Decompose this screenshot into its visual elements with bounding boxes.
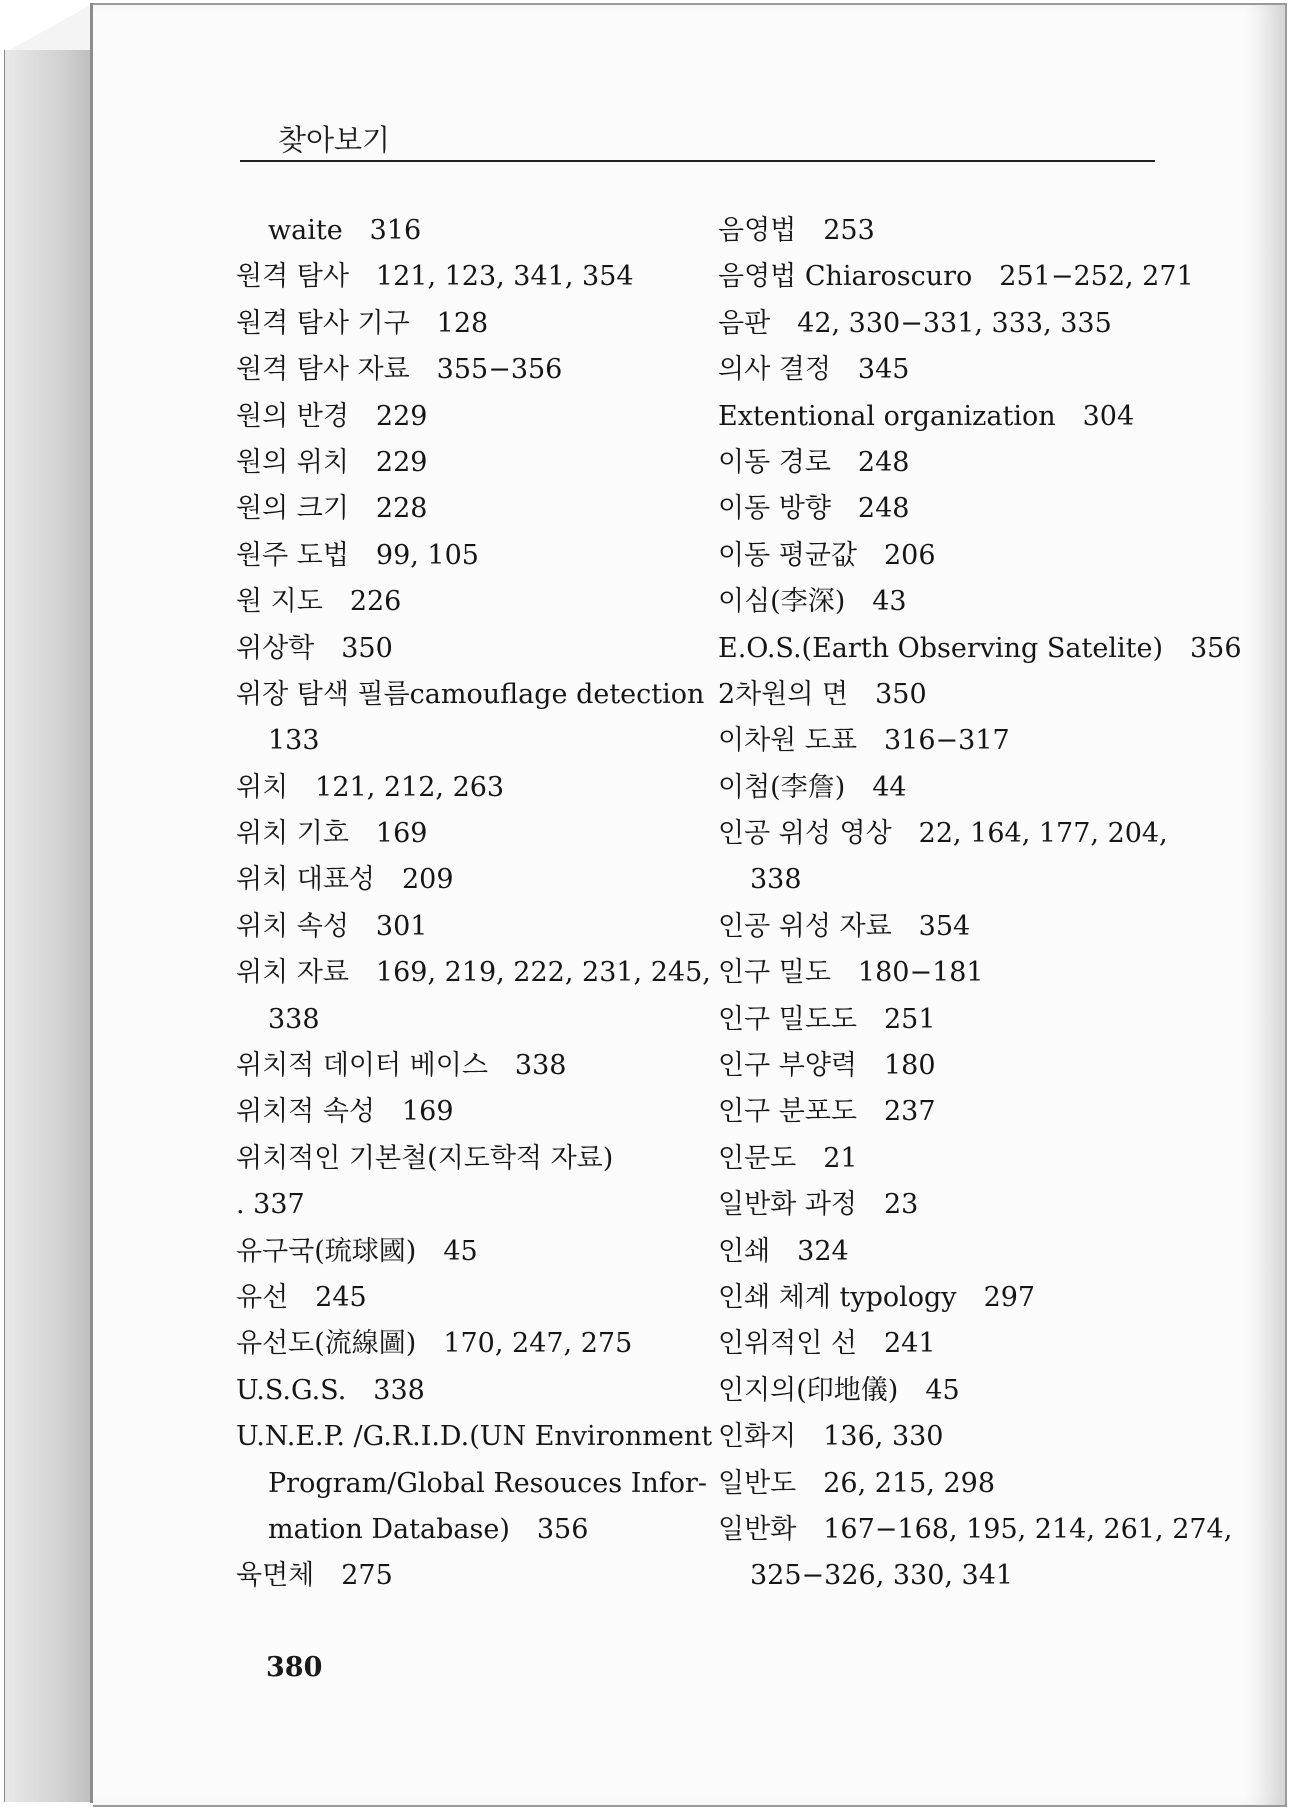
index-entry: U.S.G.S. 338 (236, 1374, 425, 1406)
index-entry: 원격 탐사 기구 128 (236, 307, 489, 339)
index-entry: 133 (268, 725, 320, 757)
index-entry: 이동 방향 248 (718, 493, 910, 525)
index-entry: 인구 밀도 180−181 (718, 957, 984, 989)
index-entry: 위치적인 기본철(지도학적 자료) (236, 1142, 614, 1174)
index-entry: 338 (750, 864, 802, 896)
book-spine (4, 50, 93, 1802)
index-entry: 이심(李深) 43 (718, 586, 907, 618)
book-spine-top (4, 3, 94, 53)
index-entry: 인공 위성 자료 354 (718, 910, 971, 942)
index-entry: 이차원 도표 316−317 (718, 725, 1010, 757)
index-entry: 음영법 253 (718, 215, 875, 246)
index-entry: 유선도(流線圖) 170, 247, 275 (236, 1328, 633, 1360)
index-entry: 인구 분포도 237 (718, 1096, 936, 1128)
index-column-left (236, 208, 713, 1600)
index-entry: 위장 탐색 필름camouflage detection (236, 678, 705, 710)
index-entry: E.O.S.(Earth Observing Satelite) 356 (718, 632, 1242, 664)
index-entry: 원 지도 226 (236, 586, 402, 618)
index-entry: 인위적인 선 241 (718, 1328, 936, 1360)
index-column-right (718, 208, 1242, 1600)
index-entry: 일반화 과정 23 (718, 1189, 919, 1221)
index-entry: 위치 대표성 209 (236, 864, 454, 896)
index-entry: 338 (268, 1003, 320, 1035)
index-entry: 위치 속성 301 (236, 910, 428, 942)
page-edge-shadow (1245, 5, 1285, 1805)
index-entry: 유구국(琉球國) 45 (236, 1235, 478, 1267)
index-entry: 원격 탐사 자료 355−356 (236, 354, 563, 386)
index-entry: 육면체 275 (236, 1560, 393, 1592)
index-entry: 위치적 데이터 베이스 338 (236, 1050, 567, 1082)
index-entry: 위상학 350 (236, 632, 393, 664)
index-entry: 음판 42, 330−331, 333, 335 (718, 307, 1112, 339)
index-entry: . 337 (236, 1189, 305, 1221)
index-entry: 원격 탐사 121, 123, 341, 354 (236, 261, 634, 293)
index-entry: 인공 위성 영상 22, 164, 177, 204, (718, 818, 1168, 850)
index-entry: 인구 부양력 180 (718, 1050, 936, 1082)
page-number: 380 (266, 1652, 323, 1683)
index-entry: 위치 기호 169 (236, 818, 428, 850)
index-entry: 원의 반경 229 (236, 400, 428, 432)
index-entry: mation Database) 356 (268, 1513, 589, 1545)
index-entry: Program/Global Resouces Infor- (268, 1467, 708, 1499)
index-entry: 위치 자료 169, 219, 222, 231, 245, (236, 957, 711, 989)
index-entry: 위치적 속성 169 (236, 1096, 454, 1128)
index-entry: 인화지 136, 330 (718, 1421, 944, 1453)
index-entry: 인지의(印地儀) 45 (718, 1374, 960, 1406)
index-entry: waite 316 (268, 215, 422, 246)
index-entry: 이동 평균값 206 (718, 539, 936, 571)
running-head: 찾아보기 (278, 123, 391, 157)
index-entry: 인구 밀도도 251 (718, 1003, 936, 1035)
index-entry: 인쇄 324 (718, 1235, 849, 1267)
index-entry: 2차원의 면 350 (718, 678, 927, 710)
index-entry: 일반화 167−168, 195, 214, 261, 274, (718, 1513, 1233, 1545)
index-entry: 이첨(李詹) 44 (718, 771, 907, 803)
index-entry: 원의 위치 229 (236, 446, 428, 478)
index-entry: 인쇄 체계 typology 297 (718, 1281, 1036, 1313)
index-entry: U.N.E.P. /G.R.I.D.(UN Environment (236, 1421, 713, 1453)
index-entry: 음영법 Chiaroscuro 251−252, 271 (718, 261, 1194, 293)
index-entry: Extentional organization 304 (718, 400, 1135, 432)
index-entry: 인문도 21 (718, 1142, 858, 1174)
index-entry: 이동 경로 248 (718, 446, 910, 478)
index-entry: 위치 121, 212, 263 (236, 771, 505, 803)
index-entry: 원주 도법 99, 105 (236, 539, 479, 571)
index-entry: 의사 결정 345 (718, 354, 910, 386)
index-entry: 유선 245 (236, 1281, 367, 1313)
header-rule (240, 160, 1155, 162)
index-entry: 325−326, 330, 341 (750, 1560, 1014, 1592)
index-entry: 일반도 26, 215, 298 (718, 1467, 996, 1499)
index-entry: 원의 크기 228 (236, 493, 428, 525)
